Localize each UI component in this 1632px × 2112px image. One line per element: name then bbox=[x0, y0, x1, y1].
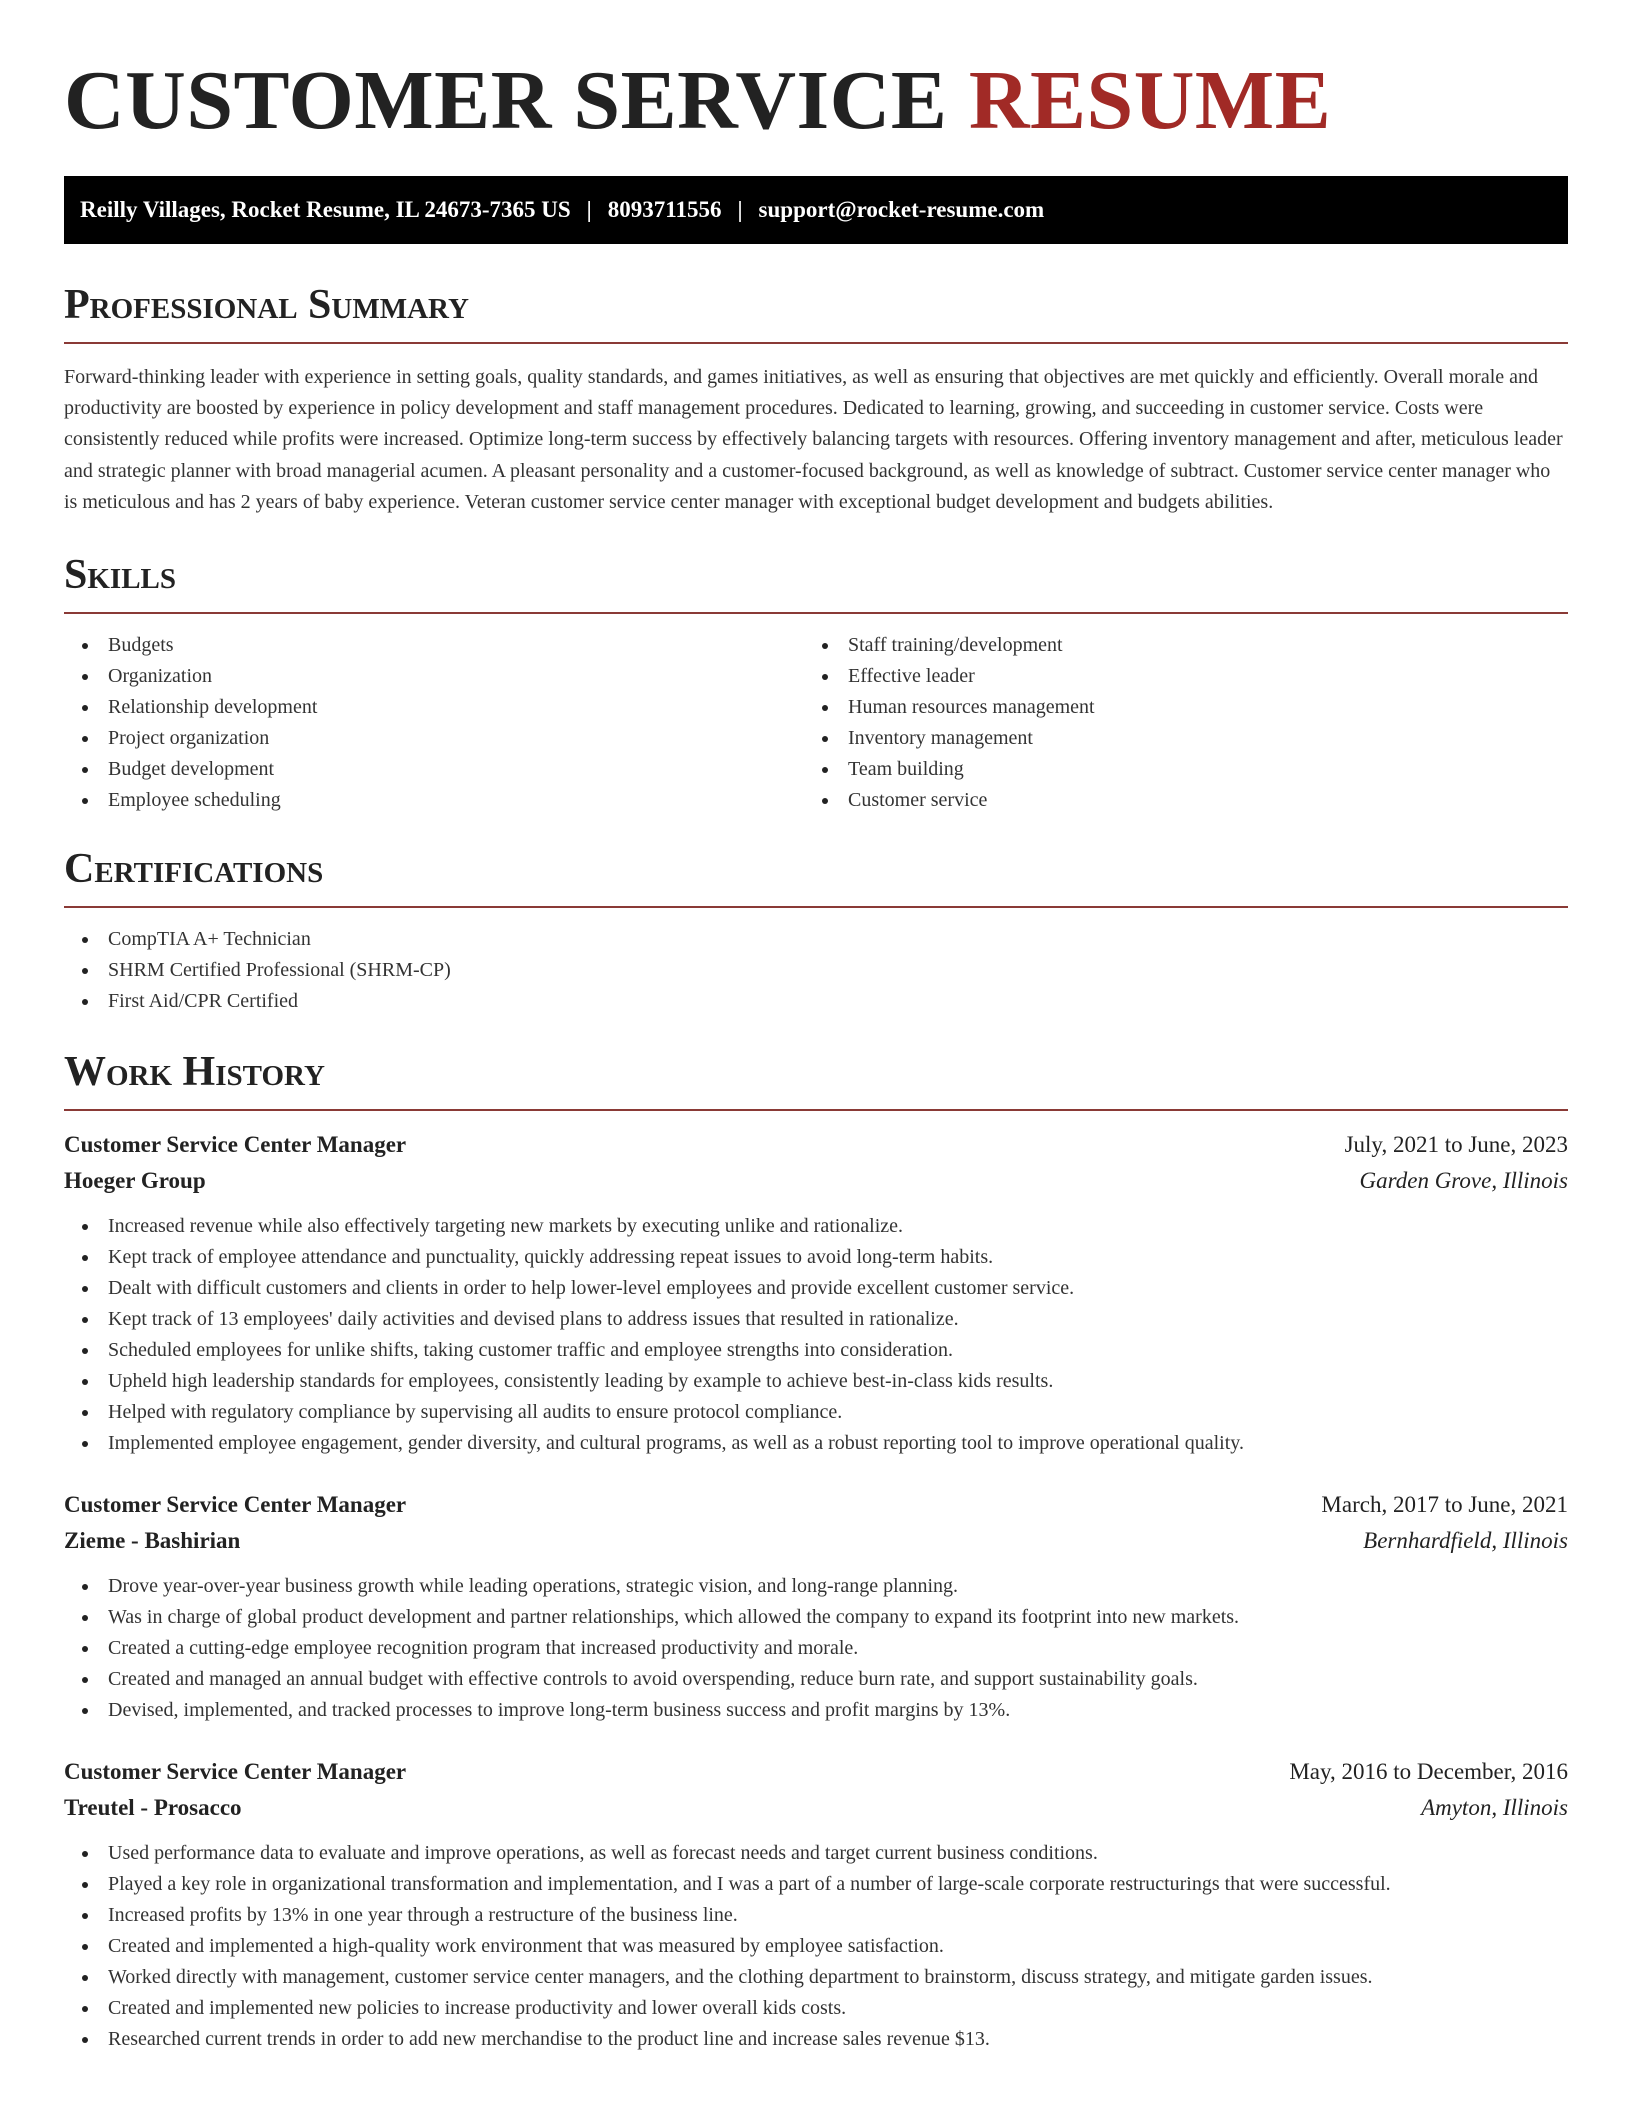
section-divider bbox=[64, 342, 1568, 344]
work-history-heading: Work History bbox=[64, 1049, 325, 1096]
work-history-section bbox=[64, 1051, 1568, 2055]
job-bullet: Played a key role in organizational transformation and implementation, and I was a part of a number of large-scale corporate restructurings that were successful. bbox=[64, 1869, 1568, 1900]
job-bullet: Increased revenue while also effectively targeting new markets by executing unlike and rationalize. bbox=[64, 1211, 1568, 1242]
job-bullet: Increased profits by 13% in one year through a restructure of the business line. bbox=[64, 1900, 1568, 1931]
section-divider bbox=[64, 1109, 1568, 1111]
certification-item: First Aid/CPR Certified bbox=[64, 986, 1568, 1017]
certifications-heading: Certifications bbox=[64, 846, 324, 893]
job-dates: July, 2021 to June, 2023 bbox=[1344, 1132, 1568, 1158]
job-bullet: Upheld high leadership standards for employees, consistently leading by example to achieve best-in-class kids results. bbox=[64, 1366, 1568, 1397]
contact-separator: | bbox=[737, 197, 743, 222]
certification-item: CompTIA A+ Technician bbox=[64, 924, 1568, 955]
title-accent: RESUME bbox=[968, 54, 1332, 147]
contact-email[interactable]: support@rocket-resume.com bbox=[758, 197, 1045, 222]
job-bullet: Helped with regulatory compliance by supervising all audits to ensure protocol compliance. bbox=[64, 1397, 1568, 1428]
job-location: Amyton, Illinois bbox=[1421, 1795, 1568, 1821]
skill-item: Team building bbox=[804, 754, 1544, 785]
job-bullets bbox=[64, 1211, 1568, 1459]
skill-item: Human resources management bbox=[804, 692, 1544, 723]
job-company: Treutel - Prosacco bbox=[64, 1795, 242, 1821]
skill-item: Relationship development bbox=[64, 692, 804, 723]
job-company: Zieme - Bashirian bbox=[64, 1528, 241, 1554]
job-bullet: Kept track of 13 employees' daily activities and devised plans to address issues that resulted in rationalize. bbox=[64, 1304, 1568, 1335]
skill-item: Effective leader bbox=[804, 661, 1544, 692]
certification-item: SHRM Certified Professional (SHRM-CP) bbox=[64, 955, 1568, 986]
contact-phone[interactable]: 8093711556 bbox=[607, 197, 722, 222]
job-bullet: Was in charge of global product development and partner relationships, which allowed the company to expand its footprint into new markets. bbox=[64, 1602, 1568, 1633]
job-dates: March, 2017 to June, 2021 bbox=[1321, 1492, 1568, 1518]
job-location: Garden Grove, Illinois bbox=[1359, 1168, 1568, 1194]
summary-heading: Professional Summary bbox=[64, 282, 469, 328]
job-title: Customer Service Center Manager bbox=[64, 1759, 407, 1785]
skill-item: Staff training/development bbox=[804, 630, 1544, 661]
job-bullet: Devised, implemented, and tracked processes to improve long-term business success and profit margins by 13%. bbox=[64, 1695, 1568, 1726]
job-bullet: Created and implemented new policies to increase productivity and lower overall kids costs. bbox=[64, 1993, 1568, 2024]
job-bullet: Drove year-over-year business growth while leading operations, strategic vision, and long-range planning. bbox=[64, 1571, 1568, 1602]
certifications-list bbox=[64, 924, 1568, 1017]
skill-item: Organization bbox=[64, 661, 804, 692]
job-bullets bbox=[64, 1571, 1568, 1726]
job-location: Bernhardfield, Illinois bbox=[1363, 1528, 1568, 1554]
job-bullet: Created a cutting-edge employee recognition program that increased productivity and morale. bbox=[64, 1633, 1568, 1664]
contact-bar bbox=[64, 176, 1568, 244]
resume-title bbox=[64, 0, 1568, 148]
job-entry bbox=[64, 1127, 1568, 1459]
skills-section bbox=[64, 554, 1568, 816]
job-title: Customer Service Center Manager bbox=[64, 1132, 407, 1158]
job-bullet: Used performance data to evaluate and improve operations, as well as forecast needs and target current business conditions. bbox=[64, 1838, 1568, 1869]
job-dates: May, 2016 to December, 2016 bbox=[1289, 1759, 1568, 1785]
job-entry bbox=[64, 1487, 1568, 1726]
skill-item: Inventory management bbox=[804, 723, 1544, 754]
contact-address: Reilly Villages, Rocket Resume, IL 24673-7365 US bbox=[80, 197, 571, 222]
section-divider bbox=[64, 906, 1568, 908]
skill-item: Employee scheduling bbox=[64, 785, 804, 816]
job-bullet: Scheduled employees for unlike shifts, taking customer traffic and employee strengths into consideration. bbox=[64, 1335, 1568, 1366]
job-bullet: Dealt with difficult customers and clients in order to help lower-level employees and provide excellent customer service. bbox=[64, 1273, 1568, 1304]
skills-grid bbox=[64, 630, 1568, 816]
job-company: Hoeger Group bbox=[64, 1168, 206, 1194]
job-bullet: Kept track of employee attendance and punctuality, quickly addressing repeat issues to avoid long-term habits. bbox=[64, 1242, 1568, 1273]
job-bullet: Implemented employee engagement, gender diversity, and cultural programs, as well as a robust reporting tool to improve operational quality. bbox=[64, 1428, 1568, 1459]
skills-heading: Skills bbox=[64, 552, 177, 599]
skill-item: Budgets bbox=[64, 630, 804, 661]
skills-list-right bbox=[804, 630, 1544, 816]
title-main: CUSTOMER SERVICE bbox=[64, 54, 948, 147]
job-bullet: Worked directly with management, customer service center managers, and the clothing department to brainstorm, discuss strategy, and mitigate garden issues. bbox=[64, 1962, 1568, 1993]
skill-item: Project organization bbox=[64, 723, 804, 754]
job-entry bbox=[64, 1754, 1568, 2055]
job-bullets bbox=[64, 1838, 1568, 2055]
summary-section bbox=[64, 284, 1568, 518]
job-bullet: Created and managed an annual budget with effective controls to avoid overspending, reduce burn rate, and support sustainability goals. bbox=[64, 1664, 1568, 1695]
job-bullet: Created and implemented a high-quality work environment that was measured by employee satisfaction. bbox=[64, 1931, 1568, 1962]
certifications-section bbox=[64, 848, 1568, 1017]
job-title: Customer Service Center Manager bbox=[64, 1492, 407, 1518]
contact-separator: | bbox=[586, 197, 592, 222]
skill-item: Budget development bbox=[64, 754, 804, 785]
skill-item: Customer service bbox=[804, 785, 1544, 816]
summary-text: Forward-thinking leader with experience in setting goals, quality standards, and games initiatives, as well as ensuring that objectives are met quickly and efficiently. Overall morale and productivity are boosted by experience in policy development and staff management procedures. Dedicated to learning, growing, and succeeding in customer service. Costs were consistently reduced while profits were increased. Optimize long-term success by effectively balancing targets with resources. Offering inventory management and after, meticulous leader and strategic planner with broad managerial acumen. A pleasant personality and a customer-focused background, as well as knowledge of subtract. Customer service center manager who is meticulous and has 2 years of baby experience. Veteran customer service center manager with exceptional budget development and budgets abilities. bbox=[64, 366, 1563, 513]
job-bullet: Researched current trends in order to add new merchandise to the product line and increase sales revenue $13. bbox=[64, 2024, 1568, 2055]
skills-list-left bbox=[64, 630, 804, 816]
section-divider bbox=[64, 612, 1568, 614]
